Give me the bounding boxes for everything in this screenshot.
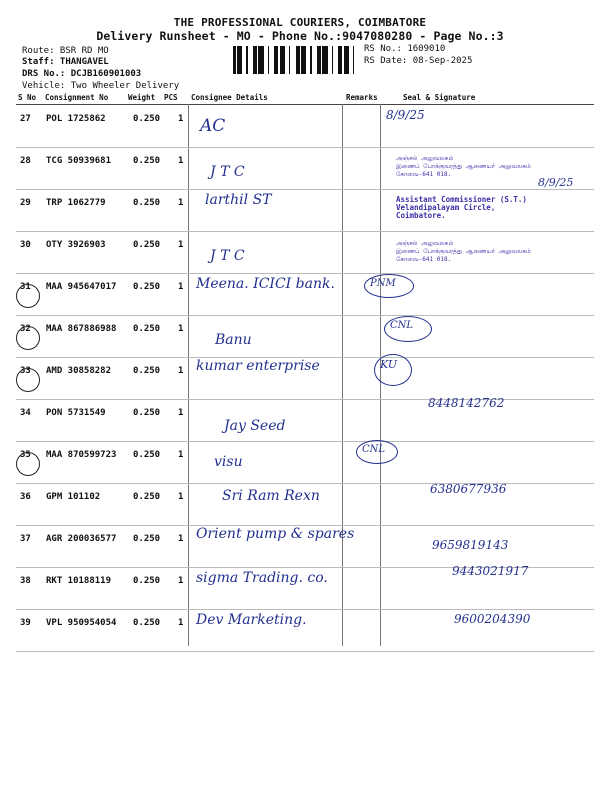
handwritten-signature: 8/9/25 xyxy=(538,176,574,189)
handwritten-consignee: J T C xyxy=(210,248,245,264)
drs-label: DRS No.: DCJB160901003 xyxy=(22,69,142,79)
table-row xyxy=(16,358,594,400)
table-row xyxy=(16,484,594,526)
serial-number: 35 xyxy=(20,450,31,460)
barcode-bar xyxy=(238,46,240,74)
barcode-bar xyxy=(353,46,354,74)
weight-value: 0.250 xyxy=(133,324,161,334)
consignment-number: RKT 10188119 xyxy=(46,576,112,586)
barcode-bar xyxy=(298,46,300,74)
stamp-line: இணைப் போக்குவரத்து ஆணையர் அலுவலகம் xyxy=(396,163,531,170)
signature-ring xyxy=(384,316,432,342)
serial-number: 37 xyxy=(20,534,31,544)
consignment-number: MAA 945647017 xyxy=(46,282,117,292)
handwritten-signature: PNM xyxy=(370,278,396,289)
consignment-number: POL 1725862 xyxy=(46,114,106,124)
serial-number: 28 xyxy=(20,156,31,166)
barcode-bar xyxy=(338,46,340,74)
barcode-bar xyxy=(348,46,349,74)
table-row xyxy=(16,396,594,442)
office-stamp-3 xyxy=(396,240,531,264)
row-divider xyxy=(16,651,594,652)
barcode-bar xyxy=(297,46,298,74)
serial-number: 27 xyxy=(20,114,31,124)
handwritten-consignee: AC xyxy=(200,116,226,136)
handwritten-signature: CNL xyxy=(362,444,386,455)
barcode-bar xyxy=(262,46,264,74)
barcode-bar xyxy=(284,46,285,74)
weight-value: 0.250 xyxy=(133,156,161,166)
pieces-count: 1 xyxy=(178,534,184,544)
barcode-bar xyxy=(289,46,290,74)
barcode-bar xyxy=(320,46,321,74)
handwritten-consignee: J T C xyxy=(210,164,245,180)
weight-value: 0.250 xyxy=(133,408,161,418)
handwritten-signature: 8448142762 xyxy=(428,396,505,410)
barcode-bar xyxy=(310,46,312,74)
barcode-bar xyxy=(340,46,341,74)
weight-value: 0.250 xyxy=(133,282,161,292)
weight-value: 0.250 xyxy=(133,114,161,124)
weight-value: 0.250 xyxy=(133,450,161,460)
pieces-count: 1 xyxy=(178,408,184,418)
barcode-bar xyxy=(240,46,241,74)
stamp-line: Coimbatore. xyxy=(396,211,446,220)
staff-label: Staff: THANGAVEL xyxy=(22,57,109,67)
consignment-number: MAA 870599723 xyxy=(46,450,117,460)
header-rule xyxy=(16,104,594,105)
barcode-bar xyxy=(268,46,269,74)
barcode-bar xyxy=(326,46,328,74)
barcode-bar xyxy=(281,46,282,74)
handwritten-signature: 8/9/25 xyxy=(386,108,425,122)
weight-value: 0.250 xyxy=(133,240,161,250)
weight-value: 0.250 xyxy=(133,576,161,586)
pen-circle-mark xyxy=(16,452,40,476)
col-sno: S No xyxy=(18,93,37,102)
serial-number: 34 xyxy=(20,408,31,418)
table-row xyxy=(16,106,594,148)
col-remarks: Remarks xyxy=(346,93,378,102)
company-title: THE PROFESSIONAL COURIERS, COIMBATORE xyxy=(173,16,427,29)
barcode-bar xyxy=(325,46,326,74)
barcode-bar xyxy=(237,46,238,74)
signature-ring xyxy=(374,354,412,386)
barcode-bar xyxy=(254,46,256,74)
handwritten-consignee: sigma Trading. co. xyxy=(196,570,328,586)
consignment-number: GPM 101102 xyxy=(46,492,101,502)
serial-number: 32 xyxy=(20,324,31,334)
office-stamp-1 xyxy=(396,155,531,179)
route-label: Route: BSR RD MO xyxy=(22,46,109,56)
barcode-bar xyxy=(341,46,342,74)
stamp-line: அஞ்சல் அலுவலகம் xyxy=(396,240,454,247)
consignment-number: TCG 50939681 xyxy=(46,156,112,166)
pieces-count: 1 xyxy=(178,282,184,292)
handwritten-signature: 9659819143 xyxy=(432,538,509,552)
handwritten-consignee: Dev Marketing. xyxy=(196,612,307,628)
stamp-line: கோவை-641 018. xyxy=(396,256,452,263)
pieces-count: 1 xyxy=(178,324,184,334)
handwritten-consignee: Sri Ram Rexn xyxy=(222,488,320,504)
barcode-bar xyxy=(345,46,346,74)
pieces-count: 1 xyxy=(178,492,184,502)
barcode-bar xyxy=(318,46,320,74)
barcode-bar xyxy=(256,46,257,74)
consignment-number: VPL 950954054 xyxy=(46,618,117,628)
barcode-bar xyxy=(344,46,345,74)
handwritten-consignee: Jay Seed xyxy=(224,418,286,434)
barcode-bar xyxy=(304,46,305,74)
barcode-bar xyxy=(246,46,248,74)
pieces-count: 1 xyxy=(178,114,184,124)
table-row xyxy=(16,316,594,358)
consignment-number: PON 5731549 xyxy=(46,408,106,418)
pen-circle-mark xyxy=(16,284,40,308)
consignment-number: MAA 867886988 xyxy=(46,324,117,334)
handwritten-consignee: Meena. ICICI bank. xyxy=(196,276,335,292)
pieces-count: 1 xyxy=(178,198,184,208)
weight-value: 0.250 xyxy=(133,618,161,628)
office-stamp-2 xyxy=(396,196,527,220)
consignment-number: AGR 200036577 xyxy=(46,534,117,544)
pieces-count: 1 xyxy=(178,618,184,628)
barcode-bar xyxy=(324,46,325,74)
weight-value: 0.250 xyxy=(133,366,161,376)
barcode xyxy=(233,46,361,74)
barcode-bar xyxy=(260,46,261,74)
pen-circle-mark xyxy=(16,326,40,350)
barcode-bar xyxy=(305,46,306,74)
barcode-bar xyxy=(282,46,284,74)
handwritten-signature: 9443021917 xyxy=(452,564,529,578)
pieces-count: 1 xyxy=(178,156,184,166)
barcode-bar xyxy=(277,46,278,74)
barcode-bar xyxy=(258,46,260,74)
handwritten-signature: 6380677936 xyxy=(430,482,507,496)
consignment-number: AMD 30858282 xyxy=(46,366,112,376)
stamp-line: Velandipalayam Circle, xyxy=(396,203,496,212)
consignment-number: OTY 3926903 xyxy=(46,240,106,250)
col-seal: Seal & Signature xyxy=(403,93,476,102)
pieces-count: 1 xyxy=(178,576,184,586)
barcode-bar xyxy=(322,46,324,74)
handwritten-consignee: visu xyxy=(214,454,243,470)
handwritten-signature: CNL xyxy=(390,320,414,331)
barcode-bar xyxy=(346,46,348,74)
pieces-count: 1 xyxy=(178,366,184,376)
stamp-line: அஞ்சல் அலுவலகம் xyxy=(396,155,454,162)
table-row xyxy=(16,442,594,484)
col-consignee: Consignee Details xyxy=(191,93,268,102)
serial-number: 29 xyxy=(20,198,31,208)
weight-value: 0.250 xyxy=(133,492,161,502)
weight-value: 0.250 xyxy=(133,534,161,544)
rs-number: RS No.: 1609010 xyxy=(364,44,446,54)
consignment-number: TRP 1062779 xyxy=(46,198,106,208)
pieces-count: 1 xyxy=(178,240,184,250)
barcode-bar xyxy=(301,46,302,74)
pen-circle-mark xyxy=(16,368,40,392)
handwritten-consignee: Banu xyxy=(215,332,252,348)
rs-date: RS Date: 08-Sep-2025 xyxy=(364,56,473,66)
table-row xyxy=(16,564,594,610)
weight-value: 0.250 xyxy=(133,198,161,208)
serial-number: 31 xyxy=(20,282,31,292)
table-row xyxy=(16,610,594,652)
serial-number: 33 xyxy=(20,366,31,376)
handwritten-consignee: larthil ST xyxy=(205,192,272,208)
signature-ring xyxy=(364,274,414,298)
barcode-bar xyxy=(233,46,234,74)
barcode-bar xyxy=(234,46,236,74)
handwritten-signature: 9600204390 xyxy=(454,612,531,626)
serial-number: 30 xyxy=(20,240,31,250)
barcode-bar xyxy=(296,46,297,74)
stamp-line: Assistant Commissioner (S.T.) xyxy=(396,195,527,204)
col-consignment: Consignment No xyxy=(45,93,109,102)
barcode-bar xyxy=(261,46,262,74)
runsheet-subtitle: Delivery Runsheet - MO - Phone No.:9047080280 - Page No.:3 xyxy=(96,29,504,43)
barcode-bar xyxy=(317,46,318,74)
barcode-bar xyxy=(332,46,333,74)
pieces-count: 1 xyxy=(178,450,184,460)
barcode-bar xyxy=(241,46,242,74)
col-pcs: PCS xyxy=(164,93,178,102)
barcode-bar xyxy=(274,46,276,74)
barcode-bar xyxy=(276,46,277,74)
stamp-line: இணைப் போக்குவரத்து ஆணையர் அலுவலகம் xyxy=(396,248,531,255)
table-row xyxy=(16,274,594,316)
table-row xyxy=(16,526,594,568)
vehicle-label: Vehicle: Two Wheeler Delivery xyxy=(22,81,180,91)
handwritten-consignee: Orient pump & spares xyxy=(196,526,355,542)
stamp-line: கோவை-641 018. xyxy=(396,171,452,178)
serial-number: 39 xyxy=(20,618,31,628)
barcode-bar xyxy=(280,46,281,74)
signature-ring xyxy=(356,440,398,464)
serial-number: 38 xyxy=(20,576,31,586)
barcode-bar xyxy=(302,46,304,74)
handwritten-signature: KU xyxy=(380,358,398,371)
serial-number: 36 xyxy=(20,492,31,502)
barcode-bar xyxy=(253,46,254,74)
handwritten-consignee: kumar enterprise xyxy=(196,358,320,374)
col-weight: Weight xyxy=(128,93,156,102)
